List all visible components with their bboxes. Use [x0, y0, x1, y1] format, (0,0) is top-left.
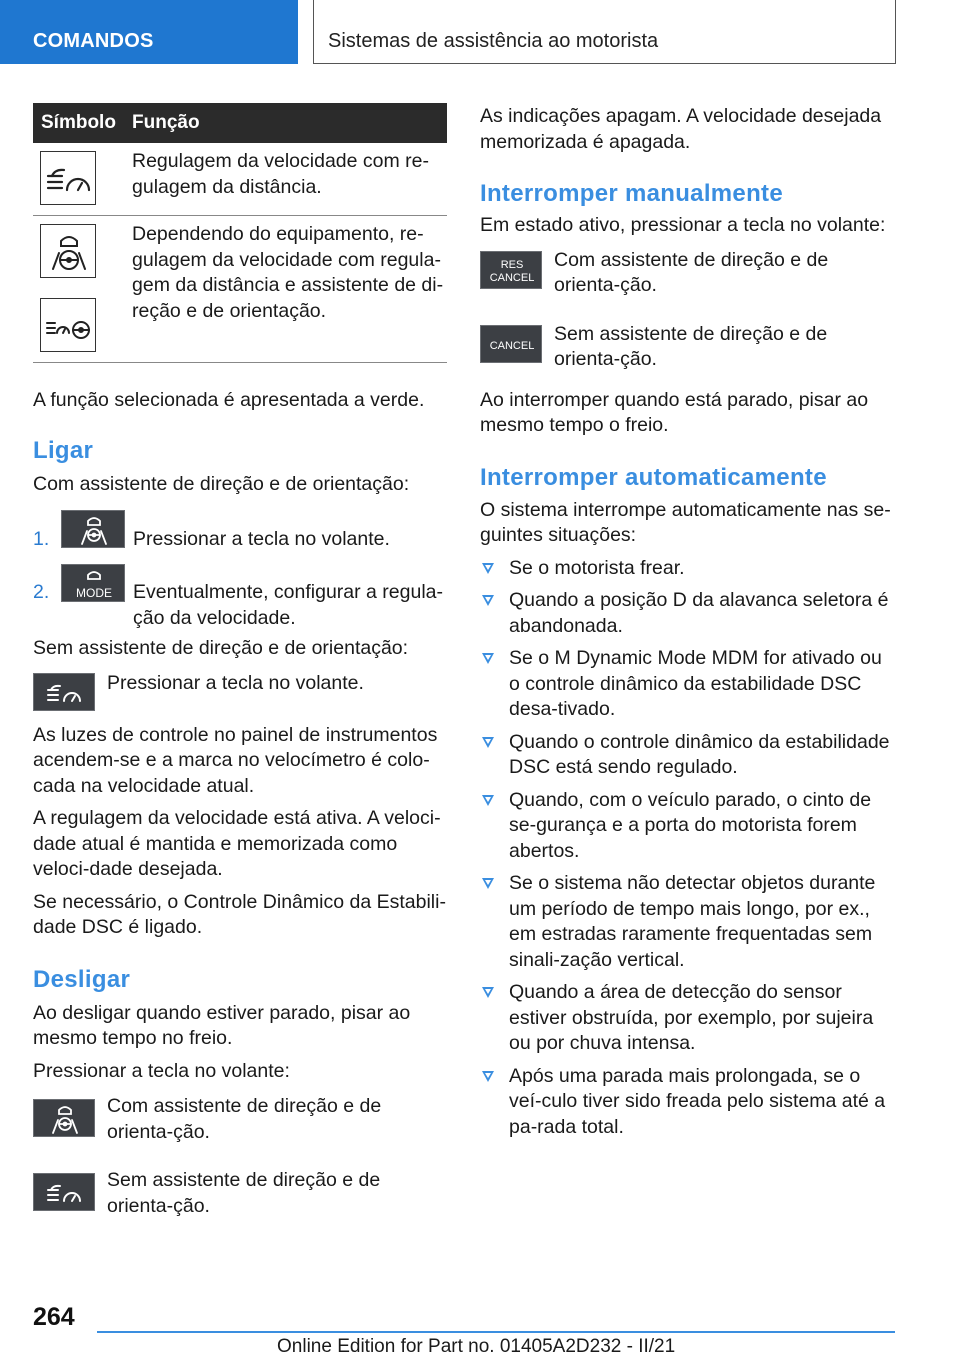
list-item: Se o motorista frear.: [480, 556, 896, 582]
steering-assistant-button: [33, 1099, 95, 1137]
list-item: Quando a posição D da alavanca seletora é abandonada.: [480, 588, 896, 639]
triangle-bullet-icon: [482, 795, 494, 806]
symbol-table: [33, 103, 447, 363]
paragraph-dsc: Se necessário, o Controle Dinâmico da Estabili-dade DSC é ligado.: [33, 890, 446, 938]
triangle-bullet-icon: [482, 878, 494, 889]
auto-intro: O sistema interrompe automaticamente nas se-guintes situações:: [480, 498, 891, 546]
heading-desligar: Desligar: [33, 965, 131, 993]
triangle-bullet-icon: [482, 1071, 494, 1082]
desligar-press: Pressionar a tecla no volante:: [33, 1059, 290, 1082]
mode-button-label: MODE: [76, 586, 112, 600]
triangle-bullet-icon: [482, 595, 494, 606]
list-item: Se o M Dynamic Mode MDM for ativado ou o controle dinâmico da estabilidade DSC desa-tivado.: [480, 646, 896, 723]
with-assist-text: Com assistente de direção e de orienta-ção.: [107, 1095, 382, 1143]
footer-edition: Online Edition for Part no. 01405A2D232 - II/21: [277, 1336, 676, 1357]
step-number: 2.: [33, 581, 50, 603]
cancel-button-label: CANCEL: [489, 339, 535, 352]
without-assist-text: Sem assistente de direção e de orienta-ção.: [554, 322, 828, 370]
heading-ligar: Ligar: [33, 436, 94, 464]
cruise-distance-icon: [40, 151, 96, 205]
desligar-paragraph: Ao desligar quando estiver parado, pisar ao mesmo tempo no freio.: [33, 1001, 411, 1049]
table-row-function: Regulagem da velocidade com re-gulagem da distância.: [126, 143, 447, 216]
triangle-bullet-icon: [482, 653, 494, 664]
table-row: [33, 143, 447, 216]
list-item: Quando, com o veículo parado, o cinto de se-gurança e a porta do motorista forem abertos.: [480, 788, 896, 865]
left-column: [33, 103, 447, 1220]
col-function-header: Função: [126, 103, 447, 143]
selected-function-note: A função selecionada é apresentada a verde.: [33, 389, 425, 411]
mode-button: [61, 564, 125, 602]
list-item: Após uma parada mais prolongada, se o veí-culo tiver sido freada pelo sistema até a pa-rada total.: [480, 1064, 896, 1141]
step-2-text: Eventualmente, configurar a regula-ção da velocidade.: [133, 581, 444, 629]
cancel-label: CANCEL: [489, 271, 535, 284]
section-tab: COMANDOS: [0, 0, 298, 64]
ligar-intro: Com assistente de direção e de orientação:: [33, 472, 410, 495]
triangle-bullet-icon: [482, 737, 494, 748]
paragraph-indications: As indicações apagam. A velocidade desejada memorizada é apagada.: [480, 105, 882, 153]
manual-intro: Em estado ativo, pressionar a tecla no volante:: [480, 214, 886, 236]
right-column: [480, 104, 896, 1140]
cancel-row: [480, 322, 896, 388]
cruise-button: [33, 673, 95, 711]
step-2: [33, 568, 447, 628]
list-item: Quando a área de detecção do sensor estiver obstruída, por exemplo, por sujeira ou por chuva intensa.: [480, 980, 896, 1057]
heading-manual: Interromper manualmente: [480, 180, 783, 207]
heading-auto: Interromper automaticamente: [480, 463, 827, 491]
with-assist-text: Com assistente de direção e de orienta-ção.: [554, 248, 829, 296]
cruise-steering-icon: [40, 298, 96, 352]
page-title: Sistemas de assistência ao motorista: [313, 0, 896, 64]
without-assist-text: Sem assistente de direção e de orienta-ção.: [107, 1169, 381, 1217]
res-cancel-button: [480, 251, 542, 289]
press-key-text: Pressionar a tecla no volante.: [107, 671, 364, 694]
off-with-assist-row: [33, 1094, 447, 1168]
steering-assistant-icon: [40, 224, 96, 278]
list-item: Se o sistema não detectar objetos durante um período de tempo mais longo, por ex., em estradas raramente frequentadas sem sinali-zação vertical.: [480, 871, 896, 973]
list-item: Quando o controle dinâmico da estabilidade DSC está sendo regulado.: [480, 730, 896, 781]
triangle-bullet-icon: [482, 987, 494, 998]
step-1: [33, 514, 447, 552]
footer-divider: [97, 1331, 895, 1333]
res-label: RES: [500, 258, 524, 271]
paragraph-controls: As luzes de controle no painel de instrumentos acendem-se e a marca no velocímetro é colo-cada na velocidade atual.: [33, 723, 438, 797]
cancel-button: [480, 325, 542, 363]
page-number: 264: [33, 1303, 75, 1331]
auto-conditions-list: [480, 556, 896, 1141]
steering-assistant-button: [61, 510, 125, 548]
table-row-function: Dependendo do equipamento, re-gulagem da velocidade com regula-gem da distância e assistente de di-reção e de orientação.: [126, 216, 447, 363]
col-symbol-header: Símbolo: [33, 103, 126, 143]
press-key-row: [33, 671, 447, 723]
cruise-button: [33, 1173, 95, 1211]
without-assist-label: Sem assistente de direção e de orientação:: [33, 637, 409, 659]
res-cancel-row: [480, 248, 896, 322]
table-row: [33, 216, 447, 363]
paragraph-active: A regulagem da velocidade está ativa. A veloci-dade atual é mantida e memorizada como veloci-dade desejada.: [33, 807, 441, 880]
off-without-assist-row: [33, 1168, 447, 1220]
stop-paragraph: Ao interromper quando está parado, pisar ao mesmo tempo o freio.: [480, 388, 869, 436]
step-1-text: Pressionar a tecla no volante.: [133, 528, 390, 550]
step-number: 1.: [33, 528, 50, 550]
triangle-bullet-icon: [482, 563, 494, 574]
